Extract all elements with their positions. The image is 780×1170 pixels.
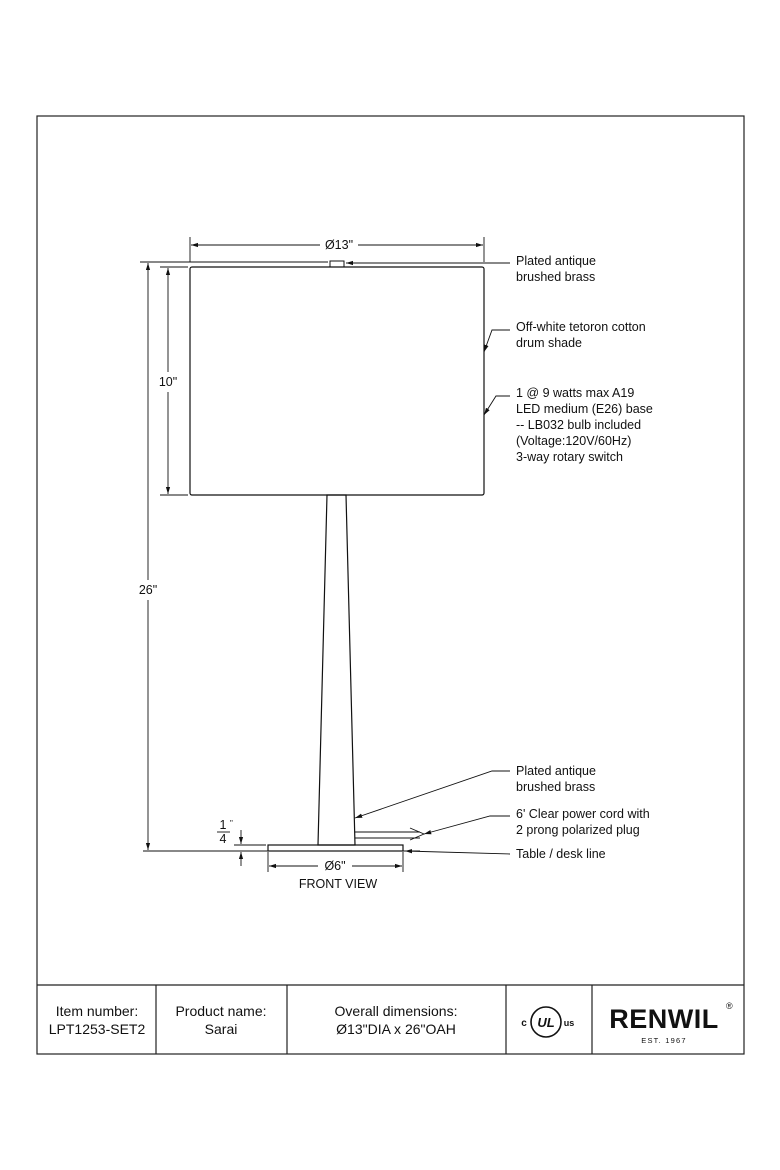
cul-us-certification-icon	[521, 1007, 574, 1037]
dim-shade-diameter: Ø13"	[324, 238, 354, 252]
callout-bulb: 1 @ 9 watts max A19 LED medium (E26) base -- LB032 bulb included (Voltage:120V/60Hz) 3-way rotary switch	[516, 386, 653, 464]
lamp-base	[268, 845, 403, 851]
drum-shade	[190, 267, 484, 495]
item-number-label: Item number:	[55, 1003, 139, 1019]
callout-finial: Plated antique brushed brass	[516, 254, 596, 284]
dim-base-thickness-den: 4	[219, 832, 227, 846]
renwil-logo	[609, 1001, 733, 1045]
svg-text:c: c	[521, 1018, 527, 1029]
finial	[330, 261, 344, 267]
svg-text:UL: UL	[537, 1015, 555, 1030]
item-number-value: LPT1253-SET2	[48, 1021, 146, 1037]
dim-base-diameter: Ø6"	[324, 859, 346, 873]
callout-cord: 6' Clear power cord with 2 prong polarized plug	[516, 807, 650, 837]
product-name-label: Product name:	[175, 1003, 267, 1019]
overall-dimensions-value: Ø13"DIA x 26"OAH	[336, 1021, 456, 1037]
dim-base-thickness-unit: "	[230, 819, 233, 828]
product-name-value: Sarai	[204, 1021, 238, 1037]
view-label: FRONT VIEW	[298, 877, 378, 891]
dim-overall-height: 26"	[138, 583, 158, 597]
brand-registered-mark: ®	[726, 1001, 733, 1011]
svg-text:us: us	[563, 1018, 575, 1028]
callout-leaders	[346, 263, 510, 854]
lamp-drawing	[190, 261, 484, 851]
callout-table: Table / desk line	[516, 847, 606, 861]
dimension-lines	[140, 237, 484, 872]
overall-dimensions-label: Overall dimensions:	[334, 1003, 458, 1019]
dim-base-thickness-num: 1	[219, 818, 227, 832]
callout-shade: Off-white tetoron cotton drum shade	[516, 320, 646, 350]
dim-shade-height: 10"	[158, 375, 178, 389]
brand-tagline: EST. 1967	[641, 1036, 687, 1045]
callout-body: Plated antique brushed brass	[516, 764, 596, 794]
lamp-body	[318, 495, 355, 845]
power-cord	[355, 828, 424, 840]
brand-name: RENWIL	[609, 1004, 719, 1034]
